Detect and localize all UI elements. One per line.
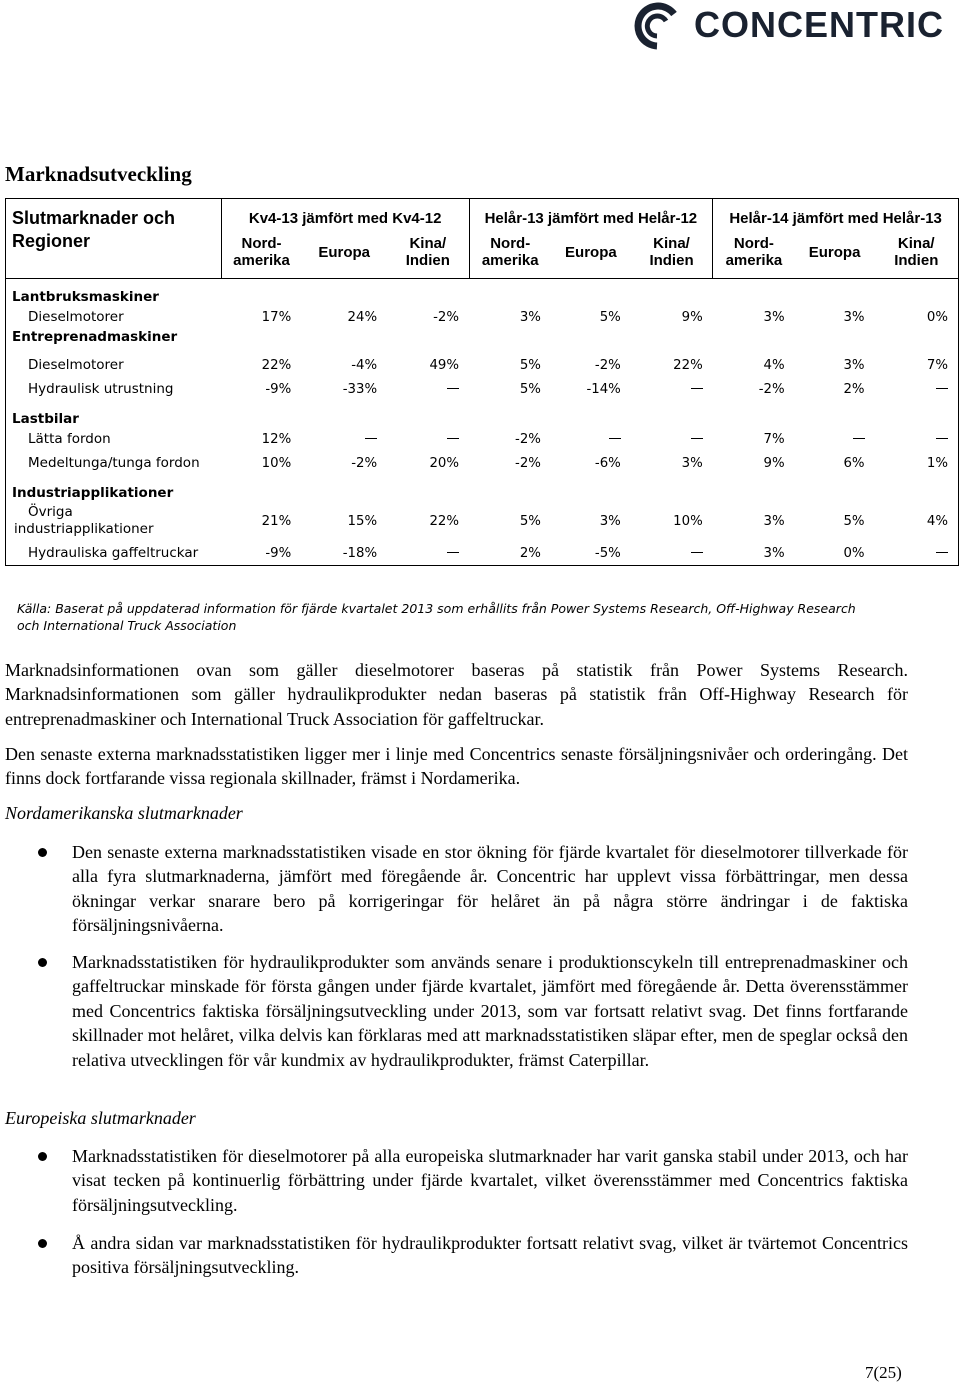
value-cell: [875, 427, 959, 451]
dash-mark: [691, 552, 703, 553]
value-cell: -5%: [594, 545, 621, 561]
col-header: Kina/ Indien: [405, 235, 450, 270]
dash-mark: [936, 552, 948, 553]
value-cell: -6%: [594, 455, 621, 471]
col-header: Kina/ Indien: [894, 235, 939, 270]
value-cell: 49%: [429, 357, 459, 373]
page-number: 7(25): [865, 1363, 902, 1382]
value-cell: [387, 541, 469, 566]
value-cell: -2%: [515, 431, 541, 447]
value-cell: [387, 427, 469, 451]
source-note: Källa: Baserat på uppdaterad information för fjärde kvartalet 2013 som erhållits från Power Systems Research, Off-Highway Research och International Truck Association: [17, 601, 856, 633]
value-cell: 5%: [519, 381, 541, 397]
value-cell: [631, 377, 713, 401]
row-label: Lätta fordon: [28, 431, 111, 447]
value-cell: 0%: [926, 309, 948, 325]
category-label: Lantbruksmaskiner: [12, 289, 159, 305]
dash-mark: [936, 388, 948, 389]
col-header: Nord-amerika: [221, 227, 301, 279]
value-cell: -2%: [594, 357, 621, 373]
value-cell: 3%: [763, 309, 785, 325]
bullet-icon: [38, 1152, 47, 1161]
table-row: [6, 451, 959, 475]
value-cell: 24%: [347, 309, 378, 325]
value-cell: [301, 427, 387, 451]
value-cell: 4%: [763, 357, 785, 373]
bullet-text: Den senaste externa marknadsstatistiken visade en stor ökning för fjärde kvartalet för dieselmotorer tillverkade för alla fyra slutmarknaderna, jämfört med föregående år. Concentric har upplevt vissa förbättringar, men dessa ökningar verkar snarare bero på korrigeringar för helåret än på några större ändringar i de faktiska försäljningsnivåerna.: [72, 842, 908, 936]
dash-mark: [447, 388, 459, 389]
corner-header: Slutmarknader och Regioner: [12, 208, 176, 251]
section-heading: Nordamerikanska slutmarknader: [5, 803, 243, 823]
value-cell: -9%: [265, 545, 292, 561]
table-row: [6, 377, 959, 401]
value-cell: 3%: [763, 513, 785, 529]
table-row: [6, 305, 959, 329]
value-cell: [795, 427, 875, 451]
col-header: Kina/ Indien: [649, 235, 694, 270]
paragraph: Marknadsinformationen ovan som gäller dieselmotorer baseras på statistik från Power Systems Research. Marknadsinformationen som gäller hydraulikprodukter nedan baseras på statistik från Off-Highway Research för entreprenadmaskiner och International Truck Association för gaffeltruckar.: [5, 660, 908, 729]
value-cell: -2%: [758, 381, 785, 397]
value-cell: 10%: [261, 455, 292, 471]
row-label-line2: industriapplikationer: [14, 521, 154, 537]
value-cell: [387, 377, 469, 401]
value-cell: 20%: [429, 455, 459, 471]
value-cell: -4%: [351, 357, 378, 373]
category-label: Industriapplikationer: [12, 485, 174, 501]
table-row: [6, 353, 959, 377]
value-cell: 3%: [599, 513, 621, 529]
col-header: Nord-amerika: [469, 227, 551, 279]
dash-mark: [691, 438, 703, 439]
value-cell: [631, 427, 713, 451]
group-header: Helår-14 jämfört med Helår-13: [713, 199, 959, 227]
row-label: [6, 501, 222, 541]
row-label: Hydrauliska gaffeltruckar: [28, 545, 199, 561]
row-label-line1: Övriga: [28, 504, 73, 520]
category-label: Lastbilar: [12, 411, 79, 427]
value-cell: 2%: [843, 381, 865, 397]
table-row: [6, 501, 959, 541]
value-cell: 3%: [519, 309, 541, 325]
value-cell: 4%: [926, 513, 948, 529]
bullet-icon: [38, 958, 47, 967]
row-label: Dieselmotorer: [28, 309, 124, 325]
value-cell: [875, 541, 959, 566]
col-header: Europa: [565, 243, 617, 261]
value-cell: -14%: [586, 381, 621, 397]
paragraph: Den senaste externa marknadsstatistiken ligger mer i linje med Concentrics senaste försäljningsnivåer och orderingång. Det finns dock fortfarande vissa regionala skillnader, främst i Nordamerika.: [5, 744, 908, 789]
value-cell: -9%: [265, 381, 292, 397]
dash-mark: [853, 438, 865, 439]
col-header: Europa: [318, 243, 370, 261]
row-label: Hydraulisk utrustning: [28, 381, 174, 397]
value-cell: 3%: [843, 357, 865, 373]
logo-text: CONCENTRIC: [694, 4, 944, 45]
value-cell: -2%: [515, 455, 541, 471]
dash-mark: [936, 438, 948, 439]
value-cell: 3%: [843, 309, 865, 325]
value-cell: 3%: [763, 545, 785, 561]
group-header: Helår-13 jämfört med Helår-12: [469, 199, 713, 227]
value-cell: 2%: [519, 545, 541, 561]
value-cell: 21%: [261, 513, 292, 529]
value-cell: 5%: [519, 513, 541, 529]
value-cell: 5%: [843, 513, 865, 529]
value-cell: [875, 377, 959, 401]
value-cell: 1%: [926, 455, 948, 471]
dash-mark: [365, 438, 377, 439]
value-cell: -2%: [433, 309, 459, 325]
value-cell: 7%: [763, 431, 785, 447]
value-cell: [631, 541, 713, 566]
value-cell: -33%: [342, 381, 378, 397]
category-label: Entreprenadmaskiner: [12, 329, 178, 345]
bullet-text: Marknadsstatistiken för hydraulikprodukter som används senare i produktionscykeln till entreprenadmaskiner och gaffeltruckar minskade för första gången under fjärde kvartalet, jämfört med föregående år. Detta överensstämmer med Concentrics faktiska försäljningsutveckling under 2013, som var fortsatt relativt svag. Det finns fortfarande skillnader mot helåret, vilka delvis kan förklaras med att marknadsstatistiken släpar efter, men de speglar också den relativa utvecklingen för vår kundmix av hydraulikprodukter, främst Caterpillar.: [72, 952, 908, 1070]
table-row: [6, 541, 959, 566]
dash-mark: [447, 438, 459, 439]
value-cell: 5%: [599, 309, 621, 325]
value-cell: 22%: [673, 357, 703, 373]
value-cell: -18%: [342, 545, 378, 561]
value-cell: 7%: [926, 357, 948, 373]
value-cell: 17%: [261, 309, 292, 325]
bullet-icon: [38, 848, 47, 857]
concentric-logo: [622, 0, 952, 52]
page-title: Marknadsutveckling: [5, 162, 192, 186]
market-table: [5, 198, 959, 566]
dash-mark: [691, 388, 703, 389]
dash-mark: [447, 552, 459, 553]
row-label: Medeltunga/tunga fordon: [28, 455, 200, 471]
value-cell: 12%: [261, 431, 292, 447]
col-header: Nord-amerika: [713, 227, 795, 279]
logo-mark-icon: [622, 0, 692, 52]
row-label: Dieselmotorer: [28, 357, 124, 373]
value-cell: 10%: [673, 513, 703, 529]
value-cell: 0%: [843, 545, 865, 561]
value-cell: 9%: [681, 309, 703, 325]
value-cell: 5%: [519, 357, 541, 373]
dash-mark: [609, 438, 621, 439]
table-row: [6, 427, 959, 451]
group-header: Kv4-13 jämfört med Kv4-12: [221, 199, 469, 227]
value-cell: [551, 427, 631, 451]
value-cell: 15%: [347, 513, 378, 529]
section-heading: Europeiska slutmarknader: [5, 1108, 196, 1128]
bullet-text: Marknadsstatistiken för dieselmotorer på alla europeiska slutmarknader har varit ganska stabil under 2013, och har visat tecken på kontinuerlig förbättring under fjärde kvartalet, vilket överensstämmer med Concentrics faktiska försäljningsutveckling.: [72, 1146, 908, 1215]
bullet-text: Å andra sidan var marknadsstatistiken för hydraulikprodukter fortsatt relativt svag, vilket är tvärtemot Concentrics positiva försäljningsutveckling.: [72, 1233, 908, 1278]
bullet-icon: [38, 1239, 47, 1248]
value-cell: 6%: [843, 455, 865, 471]
value-cell: 3%: [681, 455, 703, 471]
value-cell: 22%: [429, 513, 459, 529]
value-cell: 9%: [763, 455, 785, 471]
col-header: Europa: [808, 243, 861, 261]
value-cell: -2%: [351, 455, 378, 471]
value-cell: 22%: [261, 357, 292, 373]
